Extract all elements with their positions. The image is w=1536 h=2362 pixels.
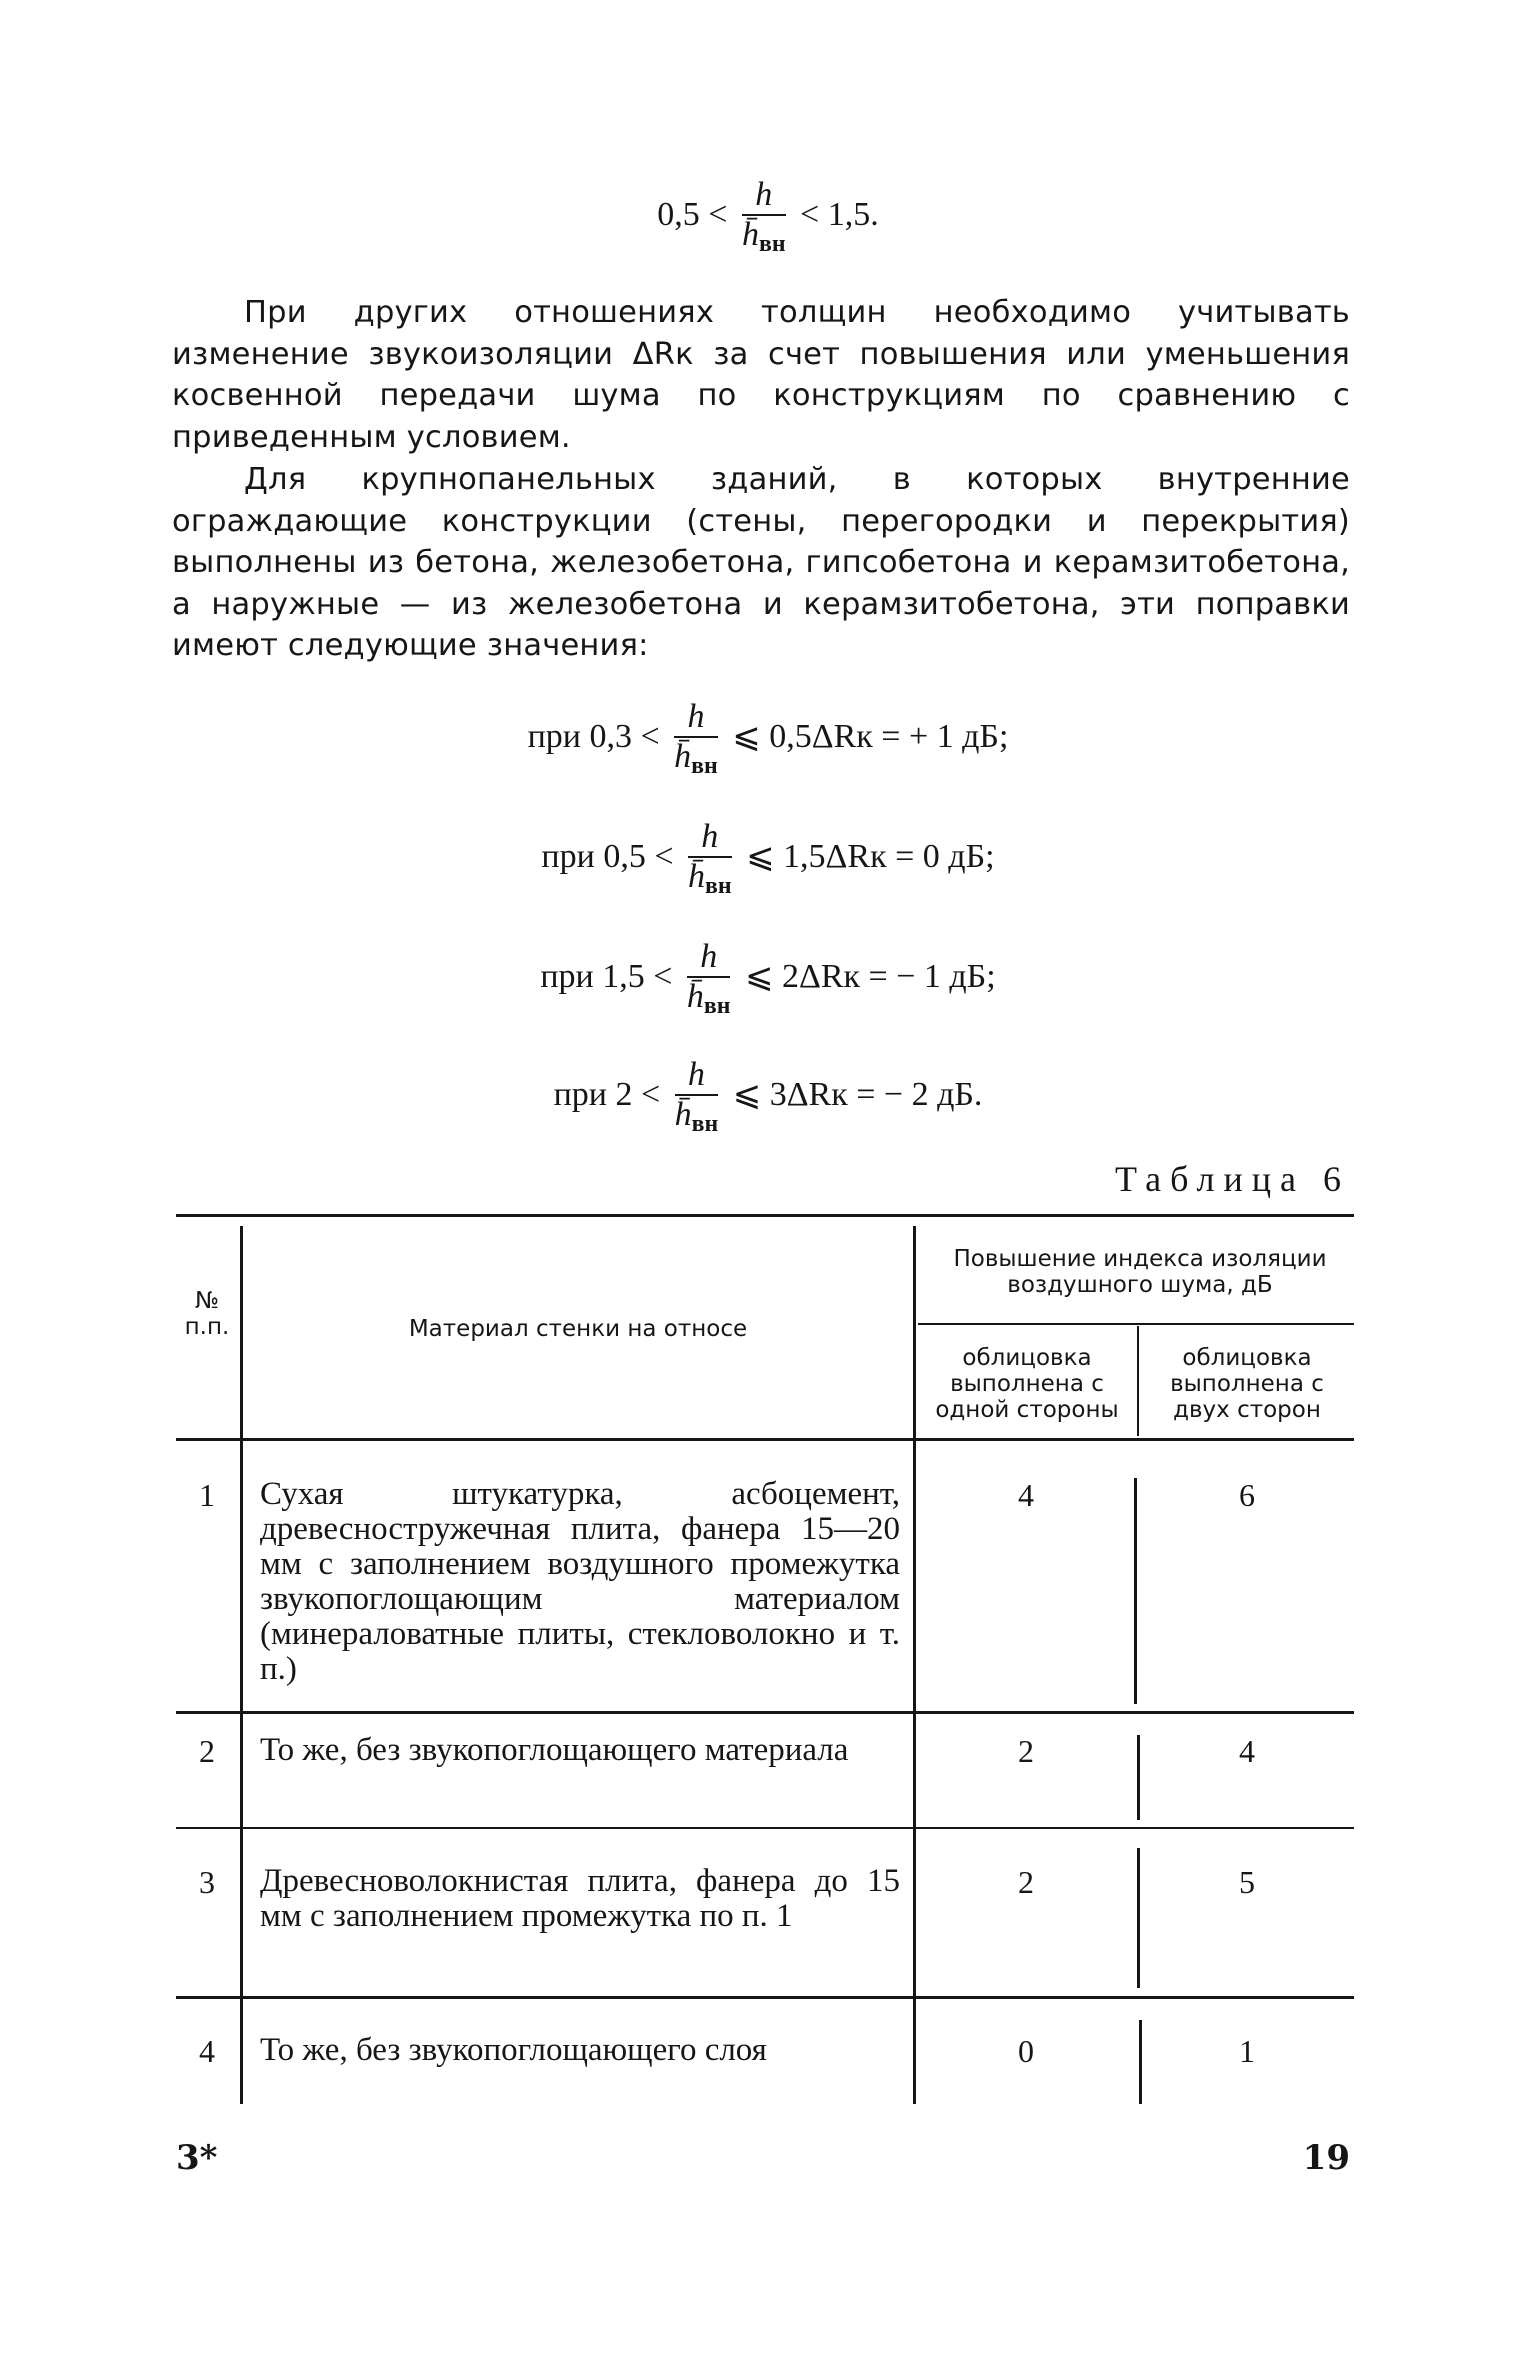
- formula-fraction: [742, 178, 786, 257]
- header-material: Материал стенки на относе: [408, 1316, 748, 1342]
- paragraph-2: [172, 459, 1350, 667]
- correction-line-3: при 1,5 < $\frac{h}{h̄_{вн}}$ ⩽ 2ΔRк = − 1 дБ;: [540, 938, 996, 1019]
- row-material: Сухая штукатурка, асбоцемент, древесностружечная плита, фанера 15—20 мм с заполнением воздушного промежутка звукопоглощающим материалом (минераловатные плиты, стекловолокно и т. п.): [260, 1476, 900, 1687]
- fraction-numerator: h: [755, 176, 773, 213]
- row-two-sides-value: 1: [1239, 2033, 1255, 2069]
- row-material: То же, без звукопоглощающего материала: [260, 1732, 849, 1768]
- row-material: Древесноволокнистая плита, фанера до 15 мм с заполнением промежутка по п. 1: [260, 1863, 900, 1934]
- signature-mark: 3*: [176, 2138, 218, 2178]
- header-two-sides: облицовка выполнена с двух сторон: [1170, 1345, 1324, 1423]
- row-two-sides-value: 5: [1239, 1864, 1255, 1900]
- row-one-side-value: 0: [1018, 2033, 1034, 2069]
- page-number: 19: [1302, 2138, 1350, 2178]
- fraction-denominator: $h̄_{вн}$: [741, 216, 786, 257]
- header-one-side: облицовка выполнена с одной стороны: [935, 1345, 1119, 1423]
- row-one-side-value: 4: [1018, 1477, 1034, 1513]
- correction-line-2: при 0,5 < $\frac{h}{h̄_{вн}}$ ⩽ 1,5ΔRк = 0 дБ;: [541, 818, 995, 899]
- main-formula: [0, 178, 1536, 257]
- paragraph-2-text: Для крупнопанельных зданий, в которых внутренние ограждающие конструкции (стены, перегородки и перекрытия) выполнены из бетона, железобетона, гипсобетона и керамзитобетона, а наружные — из железобетона и керамзитобетона, эти поправки имеют следующие значения:: [172, 462, 1350, 663]
- row-number: 2: [199, 1733, 215, 1769]
- correction-fraction: $\frac{h}{h̄_{вн}}$: [686, 938, 731, 1019]
- row-two-sides-value: 6: [1239, 1477, 1255, 1513]
- correction-line-4: при 2 < $\frac{h}{h̄_{вн}}$ ⩽ 3ΔRк = − 2 дБ.: [553, 1056, 983, 1137]
- paragraph-1: [172, 292, 1350, 458]
- header-number: № п.п.: [184, 1288, 230, 1340]
- row-number: 1: [199, 1477, 215, 1513]
- row-one-side-value: 2: [1018, 1733, 1034, 1769]
- header-increase: Повышение индекса изоляции воздушного шума, дБ: [953, 1246, 1327, 1298]
- row-material: То же, без звукопоглощающего слоя: [260, 2032, 767, 2068]
- row-number: 4: [199, 2033, 215, 2069]
- row-two-sides-value: 4: [1239, 1733, 1255, 1769]
- formula-left: 0,5 <: [657, 196, 728, 234]
- correction-fraction: $\frac{h}{h̄_{вн}}$: [674, 1056, 719, 1137]
- row-number: 3: [199, 1864, 215, 1900]
- table-caption: Таблица 6: [1115, 1159, 1350, 1199]
- correction-fraction: $\frac{h}{h̄_{вн}}$: [688, 818, 732, 899]
- row-one-side-value: 2: [1018, 1864, 1034, 1900]
- paragraph-1-text: При других отношениях толщин необходимо учитывать изменение звукоизоляции ΔRк за счет повышения или уменьшения косвенной передачи шума по конструкциям по сравнению с приведенным условием.: [172, 295, 1350, 455]
- formula-right: < 1,5.: [800, 196, 879, 234]
- correction-fraction: $\frac{h}{h̄_{вн}}$: [674, 698, 718, 779]
- correction-line-1: при 0,3 < $\frac{h}{h̄_{вн}}$ ⩽ 0,5ΔRк = + 1 дБ;: [527, 698, 1009, 779]
